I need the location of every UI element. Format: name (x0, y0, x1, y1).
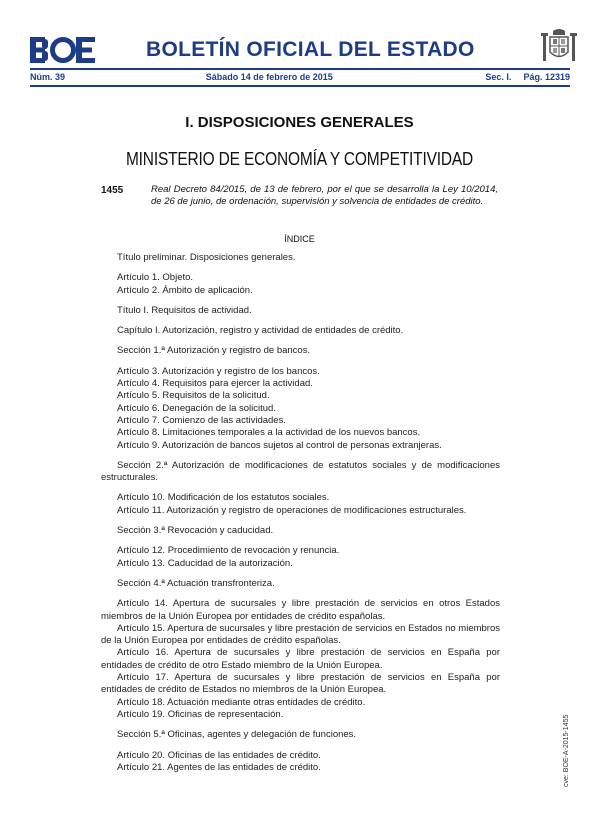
toc-entry: Artículo 6. Denegación de la solicitud. (117, 402, 276, 414)
index-title: ÍNDICE (284, 234, 315, 244)
toc-entry: Artículo 13. Caducidad de la autorización. (117, 557, 293, 569)
toc-entry: Sección 2.ª Autorización de modificaciones de estatutos sociales y de modificaciones estructurales. (101, 459, 500, 484)
toc-entry: Artículo 21. Agentes de las entidades de crédito. (117, 761, 321, 773)
decree-title: Real Decreto 84/2015, de 13 de febrero, por el que se desarrolla la Ley 10/2014, de 26 de junio, de ordenación, supervisión y solvencia de entidades de crédito. (151, 184, 498, 207)
header-rule-bottom (30, 85, 570, 87)
ministry-heading: MINISTERIO DE ECONOMÍA Y COMPETITIVIDAD (125, 149, 474, 169)
toc-group (101, 272, 500, 297)
toc-group (101, 305, 500, 317)
toc-group (101, 729, 500, 741)
toc-entry: Artículo 17. Apertura de sucursales y libre prestación de servicios en España por entidades de crédito de Estados no miembros de la Unión Europea. (101, 672, 500, 696)
page-number: Pág. 12319 (523, 72, 570, 82)
toc-entry: Sección 4.ª Actuación transfronteriza. (117, 577, 275, 589)
boe-logo (30, 37, 96, 63)
toc-entry: Artículo 5. Requisitos de la solicitud. (117, 390, 270, 402)
toc-entry: Artículo 1. Objeto. (117, 272, 194, 284)
toc-group (101, 492, 500, 517)
section-label: Sec. I. (485, 72, 512, 82)
table-of-contents (101, 252, 500, 782)
toc-group (101, 366, 500, 452)
toc-entry: Artículo 10. Modificación de los estatutos sociales. (117, 492, 330, 504)
toc-entry: Artículo 16. Apertura de sucursales y libre prestación de servicios en España por entidades de crédito de otro Estado miembro de la Unión Europea. (101, 647, 500, 671)
toc-group (101, 325, 500, 337)
toc-entry: Sección 5.ª Oficinas, agentes y delegación de funciones. (117, 729, 357, 741)
toc-entry: Título I. Requisitos de actividad. (117, 304, 252, 316)
toc-entry: Artículo 19. Oficinas de representación. (117, 708, 284, 720)
toc-entry: Artículo 11. Autorización y registro de operaciones de modificaciones estructurales. (117, 504, 467, 516)
toc-entry: Artículo 15. Apertura de sucursales y libre prestación de servicios en Estados no miembros de la Unión Europea por entidades de crédito españolas. (101, 622, 500, 647)
toc-group (101, 460, 500, 485)
toc-entry: Artículo 3. Autorización y registro de los bancos. (117, 365, 320, 377)
section-page (473, 72, 570, 82)
toc-group (101, 750, 500, 775)
toc-entry: Artículo 7. Comienzo de las actividades. (117, 414, 286, 426)
toc-entry: Artículo 20. Oficinas de las entidades de crédito. (117, 749, 321, 761)
toc-group (101, 545, 500, 570)
issue-info-bar (30, 72, 570, 82)
toc-entry: Sección 3.ª Revocación y caducidad. (117, 525, 274, 537)
toc-group (101, 578, 500, 590)
toc-entry: Título preliminar. Disposiciones generales. (117, 252, 296, 263)
issue-date: Sábado 14 de febrero de 2015 (205, 72, 333, 82)
toc-entry: Artículo 8. Limitaciones temporales a la actividad de los nuevos bancos. (117, 427, 421, 439)
header-rule-top (30, 68, 570, 70)
masthead-title: BOLETÍN OFICIAL DEL ESTADO (146, 38, 475, 61)
toc-group (101, 345, 500, 357)
toc-entry: Artículo 18. Actuación mediante otras entidades de crédito. (117, 696, 366, 708)
coat-of-arms-icon (539, 27, 579, 67)
toc-entry: Artículo 12. Procedimiento de revocación y renuncia. (117, 545, 340, 557)
toc-entry: Artículo 2. Ámbito de aplicación. (117, 284, 253, 296)
toc-entry: Artículo 9. Autorización de bancos sujetos al control de personas extranjeras. (117, 439, 442, 451)
toc-group (101, 598, 500, 721)
toc-entry: Sección 1.ª Autorización y registro de bancos. (117, 345, 311, 357)
toc-group (101, 525, 500, 537)
cve-code: cve: BOE-A-2015-1455 (563, 714, 570, 787)
toc-entry: Artículo 4. Requisitos para ejercer la actividad. (117, 378, 313, 390)
decree-number: 1455 (101, 185, 124, 196)
toc-entry: Capítulo I. Autorización, registro y actividad de entidades de crédito. (117, 325, 404, 337)
toc-group (101, 252, 500, 264)
toc-entry: Artículo 14. Apertura de sucursales y libre prestación de servicios en otros Estados miembros de la Unión Europea por entidades de crédito españolas. (101, 598, 500, 622)
issue-number: Núm. 39 (30, 72, 66, 82)
section-title: I. DISPOSICIONES GENERALES (185, 114, 414, 131)
